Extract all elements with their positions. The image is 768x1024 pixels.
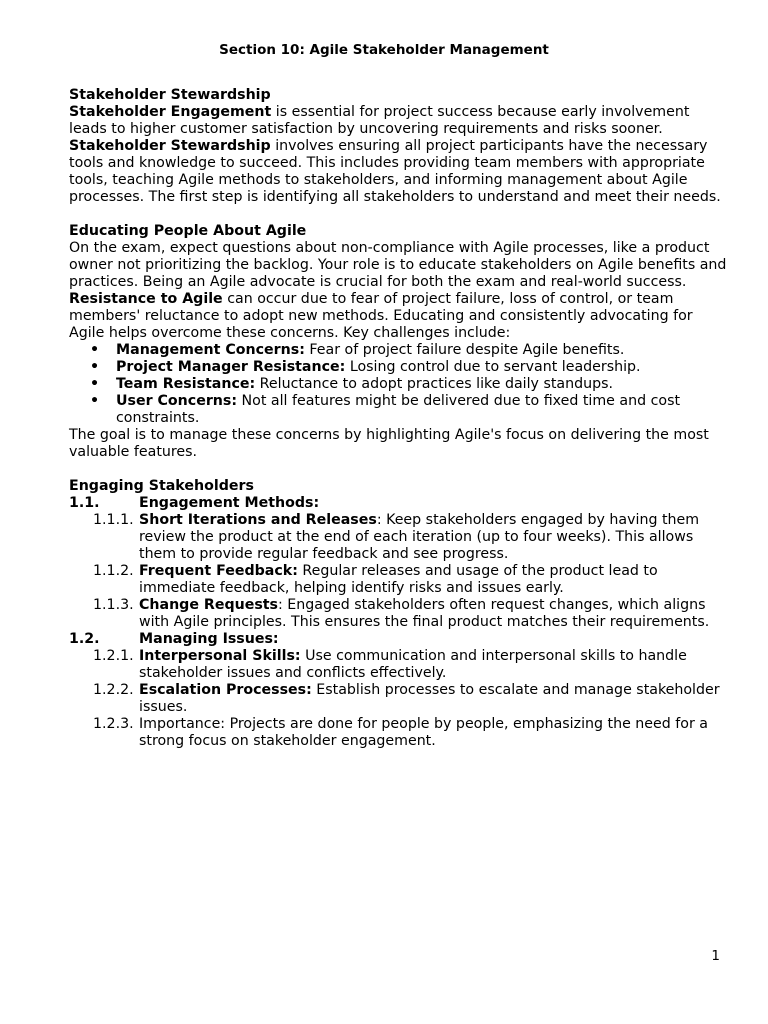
numbered-item <box>69 648 729 682</box>
document-body <box>69 87 729 750</box>
subsection-title: Engagement Methods: <box>139 495 320 511</box>
page-number: 1 <box>711 948 720 964</box>
list-item <box>69 376 729 393</box>
term-stakeholder-engagement: Stakeholder Engagement <box>69 104 272 120</box>
bullet-icon: • <box>90 376 100 392</box>
subsection-number: 1.2. <box>69 631 100 647</box>
subsection-number: 1.1. <box>69 495 100 511</box>
list-item-label: Project Manager Resistance: <box>116 359 346 375</box>
item-label: Change Requests <box>139 597 279 613</box>
paragraph-stewardship <box>69 138 729 206</box>
subsection-title: Managing Issues: <box>139 631 279 647</box>
term-stakeholder-stewardship: Stakeholder Stewardship <box>69 138 271 154</box>
item-number: 1.2.1. <box>93 648 134 664</box>
item-text: Importance: Projects are done for people by people, emphasizing the need for a strong focus on stakeholder engagement. <box>139 716 708 749</box>
paragraph-resistance <box>69 291 729 342</box>
numbered-item <box>69 716 729 750</box>
page-title: Section 10: Agile Stakeholder Management <box>219 42 549 58</box>
list-item-text: Fear of project failure despite Agile benefits. <box>304 342 625 358</box>
item-number: 1.1.2. <box>93 563 134 579</box>
subsection-heading-engagement-methods <box>69 495 729 512</box>
numbered-item <box>69 597 729 631</box>
list-item-text: Reluctance to adopt practices like daily standups. <box>255 376 613 392</box>
bullet-icon: • <box>90 342 100 358</box>
item-label: Short Iterations and Releases <box>139 512 377 528</box>
item-number: 1.1.3. <box>93 597 134 613</box>
item-label: Interpersonal Skills: <box>139 648 301 664</box>
paragraph-exam: On the exam, expect questions about non-compliance with Agile processes, like a product owner not prioritizing the backlog. Your role is to educate stakeholders on Agile benefits and practices. Being an Agile advocate is crucial for both the exam and real-world success. <box>69 240 727 290</box>
bullet-icon: • <box>90 359 100 375</box>
item-label: Frequent Feedback: <box>139 563 298 579</box>
term-resistance-to-agile: Resistance to Agile <box>69 291 223 307</box>
subsection-heading-managing-issues <box>69 631 729 648</box>
section-heading-educating: Educating People About Agile <box>69 223 307 239</box>
item-number: 1.2.2. <box>93 682 134 698</box>
item-text: Use communication and interpersonal skills to handle stakeholder issues and conflicts effectively. <box>139 648 687 681</box>
paragraph-engagement <box>69 104 729 138</box>
list-item-text: Losing control due to servant leadership. <box>345 359 641 375</box>
list-item <box>69 393 729 427</box>
list-item <box>69 342 729 359</box>
item-number: 1.1.1. <box>93 512 134 528</box>
challenges-list <box>69 342 729 427</box>
list-item-text: Not all features might be delivered due to fixed time and cost constraints. <box>116 393 681 426</box>
item-text: Regular releases and usage of the product lead to immediate feedback, helping identify risks and issues early. <box>139 563 658 596</box>
section-heading-stewardship: Stakeholder Stewardship <box>69 87 271 103</box>
paragraph-text: is essential for project success because early involvement leads to higher customer satisfaction by uncovering requirements and risks sooner. <box>69 104 690 137</box>
item-text: Establish processes to escalate and manage stakeholder issues. <box>139 682 720 715</box>
list-item-label: Management Concerns: <box>116 342 305 358</box>
item-number: 1.2.3. <box>93 716 134 732</box>
list-item <box>69 359 729 376</box>
list-item-label: User Concerns: <box>116 393 238 409</box>
numbered-item <box>69 512 729 563</box>
item-label: Escalation Processes: <box>139 682 312 698</box>
paragraph-text: can occur due to fear of project failure, loss of control, or team members' reluctance to adopt new methods. Educating and consistently advocating for Agile helps overcome these concerns. Key challenges include: <box>69 291 693 341</box>
list-item-label: Team Resistance: <box>116 376 256 392</box>
bullet-icon: • <box>90 393 100 409</box>
paragraph-text: involves ensuring all project participants have the necessary tools and knowledge to succeed. This includes providing team members with appropriate tools, teaching Agile methods to stakeholders, and informing management about Agile processes. The first step is identifying all stakeholders to understand and meet their needs. <box>69 138 721 205</box>
numbered-item <box>69 682 729 716</box>
numbered-item <box>69 563 729 597</box>
paragraph-goal: The goal is to manage these concerns by highlighting Agile's focus on delivering the most valuable features. <box>69 427 709 460</box>
section-heading-engaging: Engaging Stakeholders <box>69 478 254 494</box>
item-text: : Engaged stakeholders often request changes, which aligns with Agile principles. This ensures the final product matches their requirements. <box>139 597 710 630</box>
item-text: : Keep stakeholders engaged by having them review the product at the end of each iteration (up to four weeks). This allows them to provide regular feedback and see progress. <box>139 512 700 562</box>
